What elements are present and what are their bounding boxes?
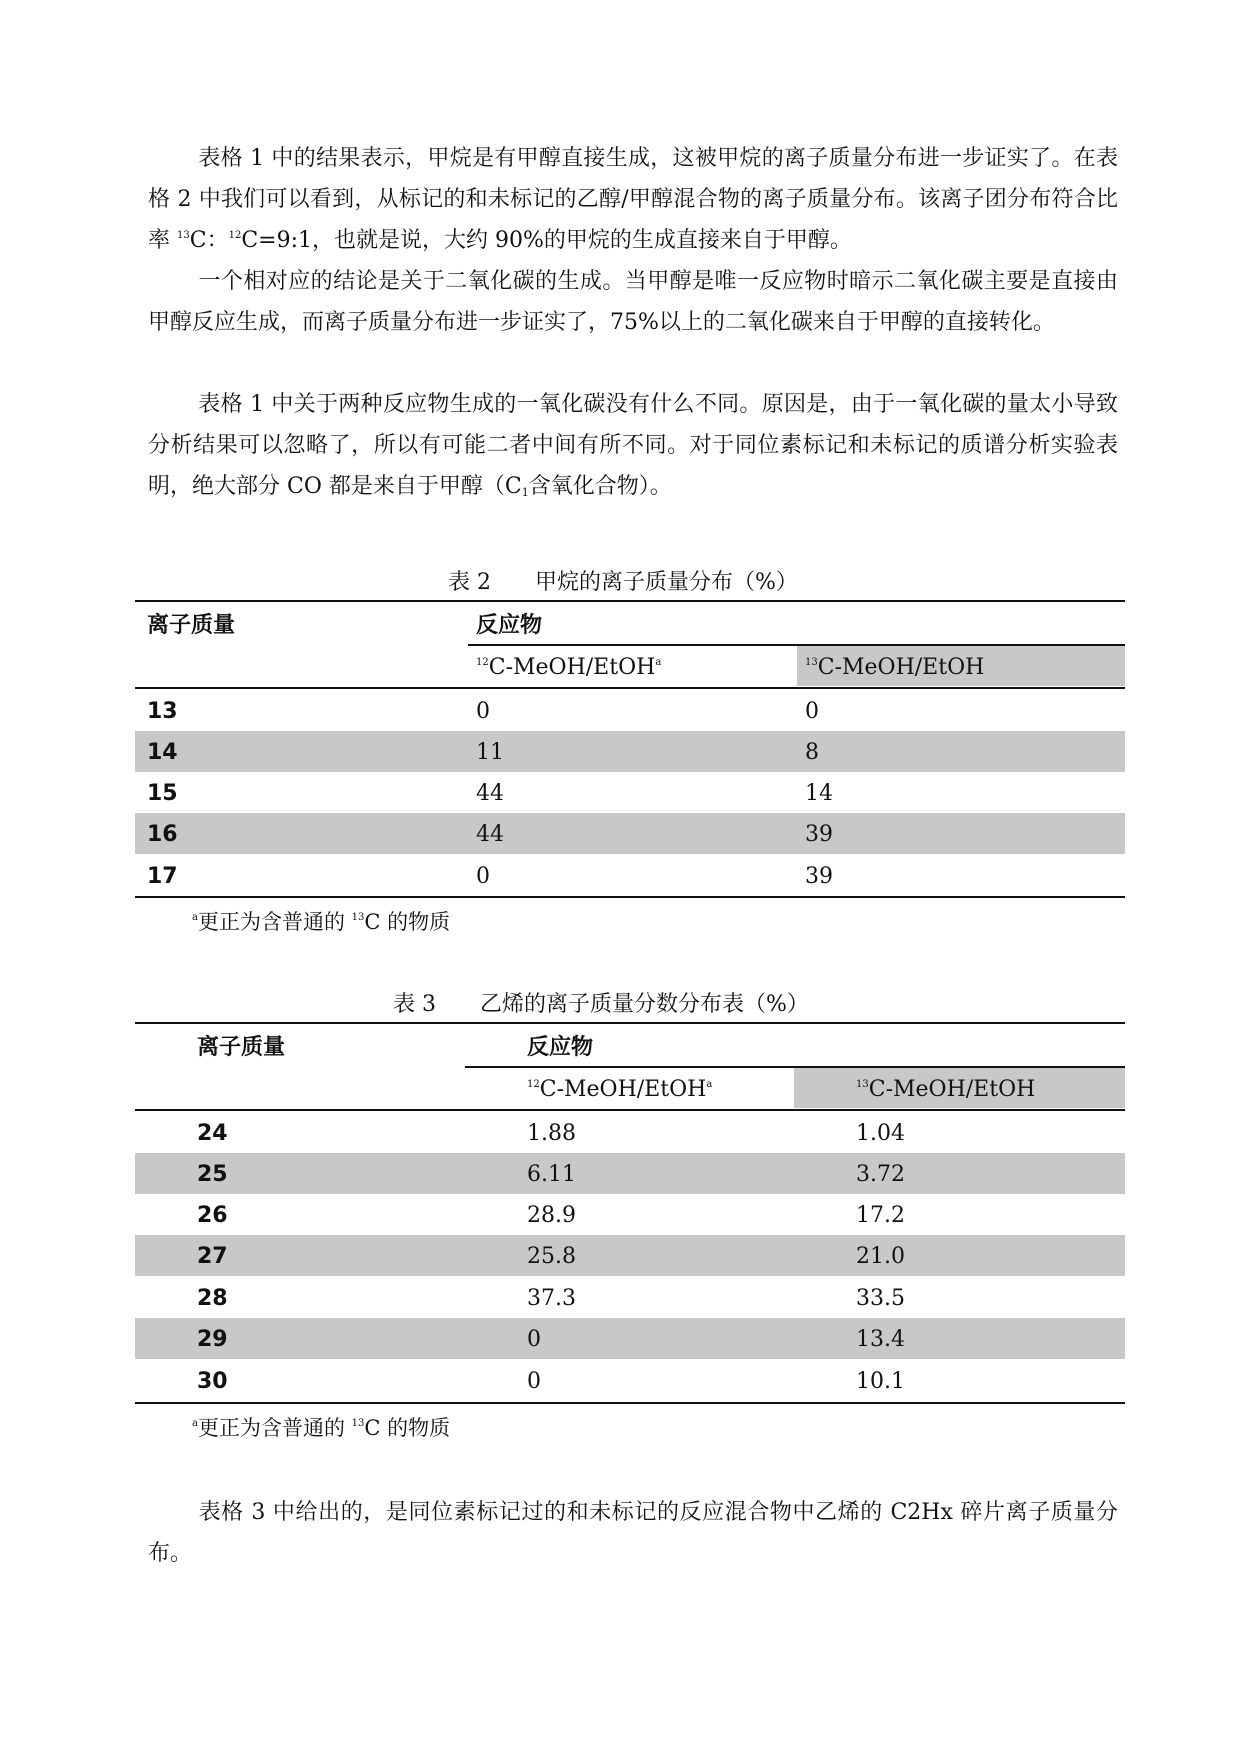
table-cell-12c: 1.88: [527, 1121, 576, 1146]
table-cell-12c: 25.8: [527, 1244, 576, 1269]
table-cell-13c: 0: [805, 699, 819, 724]
table-cell-12c: 0: [527, 1369, 541, 1394]
table-cell-13c: 10.1: [856, 1369, 905, 1394]
table-3-caption: 表 3 乙烯的离子质量分数分布表（%）: [393, 992, 809, 1017]
table-cell-mass: 13: [147, 699, 178, 724]
table-cell-13c: 33.5: [856, 1286, 905, 1311]
row-shade: [135, 813, 1125, 854]
table-cell-12c: 28.9: [527, 1203, 576, 1228]
table-cell-13c: 17.2: [856, 1203, 905, 1228]
table-cell-mass: 28: [197, 1286, 228, 1311]
table-cell-13c: 3.72: [856, 1162, 905, 1187]
table-2: [135, 600, 1125, 900]
table-bottom-rule: [135, 896, 1125, 898]
header-bottom-rule: [135, 1109, 1125, 1111]
table-cell-12c: 44: [476, 781, 504, 806]
col-header-13c: $^{13}$C-MeOH/EtOH: [805, 655, 985, 680]
table-cell-mass: 25: [197, 1162, 228, 1187]
table-cell-mass: 26: [197, 1203, 228, 1228]
row-shade: [135, 1235, 1125, 1276]
row-shade: [135, 1153, 1125, 1194]
paragraph-4: 表格 3 中给出的，是同位素标记过的和未标记的反应混合物中乙烯的 C2Hx 碎片离子质量分布。: [148, 1500, 1118, 1566]
col-header-13c: $^{13}$C-MeOH/EtOH: [856, 1077, 1036, 1102]
table-cell-12c: 0: [527, 1327, 541, 1352]
table-cell-13c: 13.4: [856, 1327, 905, 1352]
paragraph-3: 表格 1 中关于两种反应物生成的一氧化碳没有什么不同。原因是，由于一氧化碳的量太小导致分析结果可以忽略了，所以有可能二者中间有所不同。对于同位素标记和未标记的质谱分析实验表明，绝大部分 CO 都是来自于甲醇（$C_1$含氧化合物）。: [148, 392, 1118, 499]
table-cell-mass: 14: [147, 740, 178, 765]
table-bottom-rule: [135, 1402, 1125, 1404]
table-top-rule: [135, 600, 1125, 602]
table-cell-12c: 37.3: [527, 1286, 576, 1311]
table-3: [135, 1022, 1125, 1407]
table-cell-13c: 1.04: [856, 1121, 905, 1146]
row-shade: [135, 731, 1125, 772]
table-3-footnote: $^a$更正为含普通的 $^{13}$C 的物质: [192, 1416, 451, 1440]
paragraph-1: 表格 1 中的结果表示，甲烷是有甲醇直接生成，这被甲烷的离子质量分布进一步证实了。在表格 2 中我们可以看到，从标记的和未标记的乙醇/甲醇混合物的离子质量分布。该离子团分布符合比率 $^{13}$C：$^{12}$C=9:1，也就是说，大约 90%的甲烷的生成直接来自于甲醇。: [148, 146, 1118, 253]
table-cell-13c: 21.0: [856, 1244, 905, 1269]
table-cell-12c: 0: [476, 864, 490, 889]
table-cell-mass: 15: [147, 781, 178, 806]
table-cell-13c: 14: [805, 781, 833, 806]
col-header-12c: $^{12}$C-MeOH/EtOH$^a$: [476, 655, 662, 680]
header-bottom-rule: [135, 687, 1125, 689]
table-cell-mass: 16: [147, 822, 178, 847]
col-header-reactant: 反应物: [527, 1035, 594, 1060]
col-header-ion-mass: 离子质量: [197, 1035, 286, 1060]
table-cell-mass: 30: [197, 1369, 228, 1394]
table-cell-mass: 29: [197, 1327, 228, 1352]
table-2-caption: 表 2 甲烷的离子质量分布（%）: [448, 570, 798, 595]
table-cell-12c: 6.11: [527, 1162, 576, 1187]
table-cell-13c: 39: [805, 822, 833, 847]
table-cell-13c: 8: [805, 740, 819, 765]
table-cell-mass: 24: [197, 1121, 228, 1146]
paragraph-2: 一个相对应的结论是关于二氧化碳的生成。当甲醇是唯一反应物时暗示二氧化碳主要是直接由甲醇反应生成，而离子质量分布进一步证实了，75%以上的二氧化碳来自于甲醇的直接转化。: [148, 269, 1118, 335]
col-header-12c: $^{12}$C-MeOH/EtOH$^a$: [527, 1077, 713, 1102]
col-header-ion-mass: 离子质量: [147, 613, 236, 638]
table-cell-12c: 44: [476, 822, 504, 847]
col-header-reactant: 反应物: [476, 613, 543, 638]
table-2-footnote: $^a$更正为含普通的 $^{13}$C 的物质: [192, 910, 451, 934]
table-cell-mass: 27: [197, 1244, 228, 1269]
table-top-rule: [135, 1022, 1125, 1024]
table-cell-13c: 39: [805, 864, 833, 889]
table-cell-12c: 11: [476, 740, 504, 765]
row-shade: [135, 1318, 1125, 1359]
table-cell-12c: 0: [476, 699, 490, 724]
table-cell-mass: 17: [147, 864, 178, 889]
